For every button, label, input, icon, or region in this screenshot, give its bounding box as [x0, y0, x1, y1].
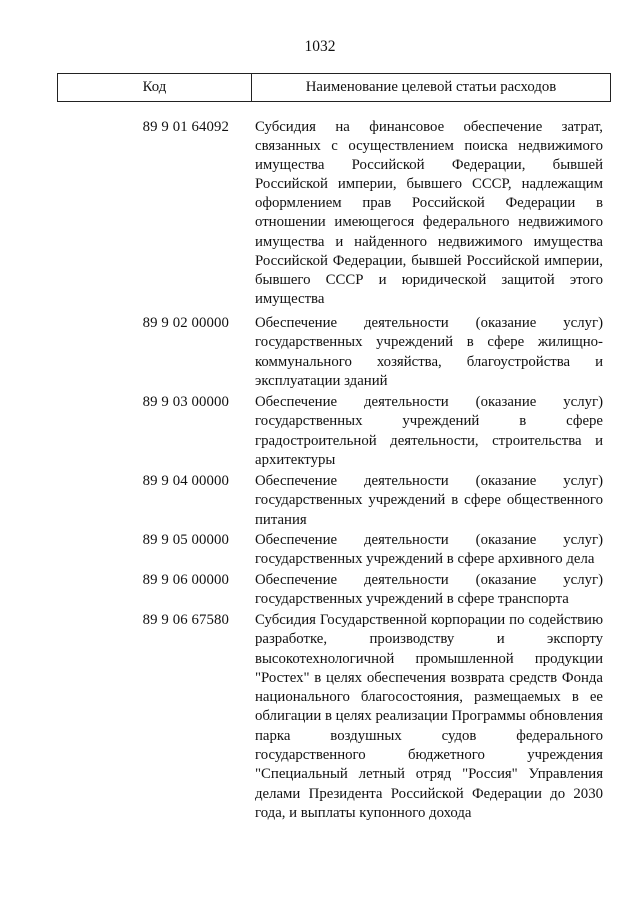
row-code: 89 9 02 00000 — [142, 315, 229, 331]
row-description: Обеспечение деятельности (оказание услуг) государственных учреждений в сфере градостроительной деятельности, строительства и архитектуры — [255, 394, 603, 468]
row-description: Обеспечение деятельности (оказание услуг) государственных учреждений в сфере архивного дела — [255, 532, 603, 568]
page-number: 1032 — [304, 38, 336, 55]
row-code: 89 9 04 00000 — [142, 473, 229, 489]
row-code: 89 9 05 00000 — [142, 532, 229, 548]
row-code: 89 9 06 00000 — [142, 572, 229, 588]
row-description: Субсидия Государственной корпорации по содействию разработке, производству и экспорту высокотехнологичной промышленной продукции "Ростех" в целях обеспечения возврата средств Фонда национального благосостояния, размещаемых в ее облигации в целях реализации Программы обновления парка воздушных судов федерального государственного бюджетного учреждения "Специальный летный отряд "Россия" Управления делами Президента Российской Федерации до 2030 года, и выплаты купонного дохода — [255, 612, 603, 821]
row-code: 89 9 06 67580 — [142, 612, 229, 628]
row-code: 89 9 03 00000 — [142, 394, 229, 410]
header-code: Код — [58, 74, 252, 101]
row-description: Субсидия на финансовое обеспечение затрат, связанных с осуществлением поиска недвижимого имущества Российской Федерации, бывшей Российской империи, бывшего СССР, надлежащим оформлением прав Российской Федерации в отношении имеющегося федерального недвижимого имущества и найденного недвижимого имущества Российской Федерации, бывшей Российской империи, бывшего СССР и юридической защитой этого имущества — [255, 119, 603, 307]
row-code: 89 9 01 64092 — [142, 119, 229, 135]
header-name: Наименование целевой статьи расходов — [305, 79, 557, 95]
row-description: Обеспечение деятельности (оказание услуг) государственных учреждений в сфере транспорта — [255, 572, 603, 608]
table-header — [57, 73, 611, 102]
row-description: Обеспечение деятельности (оказание услуг) государственных учреждений в сфере жилищно-коммунального хозяйства, благоустройства и эксплуатации зданий — [255, 315, 603, 389]
row-description: Обеспечение деятельности (оказание услуг) государственных учреждений в сфере общественного питания — [255, 473, 603, 528]
